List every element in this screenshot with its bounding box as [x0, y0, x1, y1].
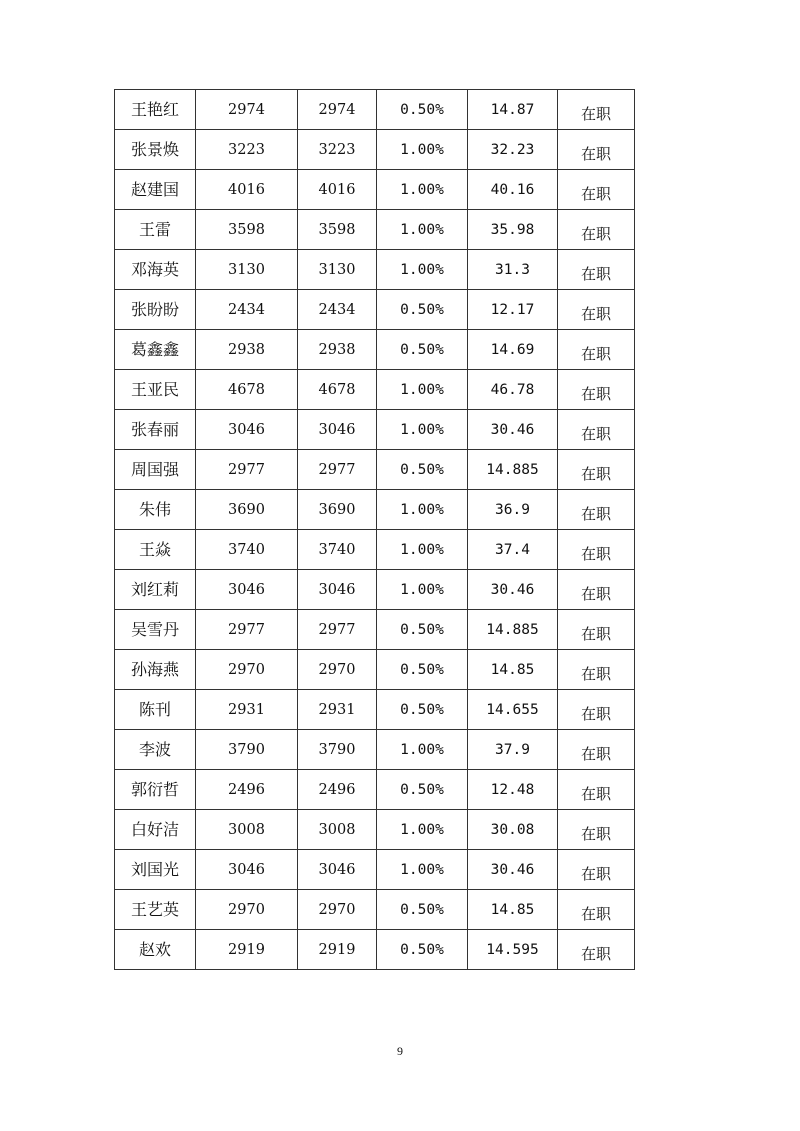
cell-status: 在职 — [558, 490, 635, 530]
cell-base: 2931 — [196, 690, 298, 730]
cell-base: 4678 — [196, 370, 298, 410]
cell-base: 2970 — [196, 650, 298, 690]
cell-status: 在职 — [558, 650, 635, 690]
cell-base: 3740 — [196, 530, 298, 570]
cell-rate: 0.50% — [377, 90, 468, 130]
cell-status: 在职 — [558, 250, 635, 290]
cell-amount: 3740 — [298, 530, 377, 570]
cell-status: 在职 — [558, 410, 635, 450]
cell-amount: 3130 — [298, 250, 377, 290]
cell-amount: 3046 — [298, 570, 377, 610]
cell-rate: 0.50% — [377, 450, 468, 490]
cell-rate: 1.00% — [377, 370, 468, 410]
cell-fee: 35.98 — [468, 210, 558, 250]
cell-fee: 12.48 — [468, 770, 558, 810]
table-row — [115, 570, 635, 610]
cell-base: 3690 — [196, 490, 298, 530]
cell-amount: 4678 — [298, 370, 377, 410]
cell-rate: 1.00% — [377, 810, 468, 850]
cell-name: 王艳红 — [115, 90, 196, 130]
cell-amount: 2977 — [298, 610, 377, 650]
cell-fee: 12.17 — [468, 290, 558, 330]
cell-amount: 2434 — [298, 290, 377, 330]
cell-status: 在职 — [558, 570, 635, 610]
cell-rate: 0.50% — [377, 770, 468, 810]
cell-base: 3790 — [196, 730, 298, 770]
cell-name: 张春丽 — [115, 410, 196, 450]
cell-fee: 30.46 — [468, 850, 558, 890]
cell-amount: 2919 — [298, 930, 377, 970]
table-row — [115, 930, 635, 970]
cell-status: 在职 — [558, 890, 635, 930]
cell-name: 刘红莉 — [115, 570, 196, 610]
table-row — [115, 130, 635, 170]
cell-name: 邓海英 — [115, 250, 196, 290]
cell-base: 2977 — [196, 450, 298, 490]
cell-name: 周国强 — [115, 450, 196, 490]
cell-base: 3046 — [196, 850, 298, 890]
table-row — [115, 610, 635, 650]
cell-name: 王雷 — [115, 210, 196, 250]
cell-name: 朱伟 — [115, 490, 196, 530]
cell-status: 在职 — [558, 370, 635, 410]
cell-fee: 30.08 — [468, 810, 558, 850]
cell-name: 郭衍哲 — [115, 770, 196, 810]
cell-base: 3046 — [196, 410, 298, 450]
cell-rate: 1.00% — [377, 730, 468, 770]
table-row — [115, 370, 635, 410]
cell-fee: 32.23 — [468, 130, 558, 170]
cell-name: 王艺英 — [115, 890, 196, 930]
cell-amount: 3008 — [298, 810, 377, 850]
cell-fee: 14.85 — [468, 650, 558, 690]
cell-name: 张盼盼 — [115, 290, 196, 330]
table-row — [115, 210, 635, 250]
cell-fee: 14.87 — [468, 90, 558, 130]
cell-amount: 2970 — [298, 890, 377, 930]
cell-amount: 3690 — [298, 490, 377, 530]
cell-rate: 1.00% — [377, 490, 468, 530]
cell-amount: 2970 — [298, 650, 377, 690]
cell-status: 在职 — [558, 210, 635, 250]
cell-rate: 1.00% — [377, 850, 468, 890]
cell-fee: 37.9 — [468, 730, 558, 770]
cell-base: 3046 — [196, 570, 298, 610]
cell-name: 李波 — [115, 730, 196, 770]
table-row — [115, 330, 635, 370]
cell-amount: 3046 — [298, 410, 377, 450]
cell-amount: 2938 — [298, 330, 377, 370]
cell-name: 陈刊 — [115, 690, 196, 730]
cell-name: 孙海燕 — [115, 650, 196, 690]
cell-status: 在职 — [558, 690, 635, 730]
cell-fee: 14.69 — [468, 330, 558, 370]
table-row — [115, 850, 635, 890]
cell-status: 在职 — [558, 610, 635, 650]
cell-base: 3223 — [196, 130, 298, 170]
table-row — [115, 890, 635, 930]
cell-rate: 1.00% — [377, 250, 468, 290]
table-row — [115, 290, 635, 330]
cell-amount: 4016 — [298, 170, 377, 210]
cell-base: 3130 — [196, 250, 298, 290]
cell-fee: 30.46 — [468, 410, 558, 450]
cell-status: 在职 — [558, 450, 635, 490]
table-row — [115, 410, 635, 450]
cell-status: 在职 — [558, 730, 635, 770]
cell-rate: 0.50% — [377, 610, 468, 650]
cell-status: 在职 — [558, 810, 635, 850]
table-row — [115, 450, 635, 490]
cell-amount: 3223 — [298, 130, 377, 170]
cell-status: 在职 — [558, 770, 635, 810]
cell-name: 赵建国 — [115, 170, 196, 210]
table-row — [115, 490, 635, 530]
cell-name: 吴雪丹 — [115, 610, 196, 650]
cell-fee: 14.595 — [468, 930, 558, 970]
cell-status: 在职 — [558, 850, 635, 890]
cell-fee: 14.885 — [468, 610, 558, 650]
cell-status: 在职 — [558, 530, 635, 570]
cell-fee: 14.885 — [468, 450, 558, 490]
cell-amount: 3598 — [298, 210, 377, 250]
cell-fee: 46.78 — [468, 370, 558, 410]
employee-table — [114, 89, 635, 970]
cell-status: 在职 — [558, 290, 635, 330]
cell-fee: 14.655 — [468, 690, 558, 730]
cell-name: 赵欢 — [115, 930, 196, 970]
cell-base: 2434 — [196, 290, 298, 330]
page-number: 9 — [397, 1044, 403, 1058]
cell-fee: 40.16 — [468, 170, 558, 210]
cell-rate: 0.50% — [377, 650, 468, 690]
cell-base: 3008 — [196, 810, 298, 850]
cell-rate: 0.50% — [377, 930, 468, 970]
cell-name: 王亚民 — [115, 370, 196, 410]
cell-status: 在职 — [558, 330, 635, 370]
cell-fee: 37.4 — [468, 530, 558, 570]
cell-amount: 2977 — [298, 450, 377, 490]
table-row — [115, 530, 635, 570]
cell-amount: 2496 — [298, 770, 377, 810]
cell-amount: 2974 — [298, 90, 377, 130]
table-row — [115, 690, 635, 730]
cell-status: 在职 — [558, 930, 635, 970]
cell-base: 2974 — [196, 90, 298, 130]
cell-name: 葛鑫鑫 — [115, 330, 196, 370]
table-row — [115, 770, 635, 810]
cell-rate: 1.00% — [377, 130, 468, 170]
table-row — [115, 810, 635, 850]
cell-rate: 1.00% — [377, 570, 468, 610]
cell-rate: 1.00% — [377, 170, 468, 210]
cell-fee: 36.9 — [468, 490, 558, 530]
cell-rate: 0.50% — [377, 690, 468, 730]
cell-base: 3598 — [196, 210, 298, 250]
cell-amount: 3790 — [298, 730, 377, 770]
cell-fee: 30.46 — [468, 570, 558, 610]
cell-status: 在职 — [558, 90, 635, 130]
cell-amount: 3046 — [298, 850, 377, 890]
cell-base: 2919 — [196, 930, 298, 970]
cell-rate: 0.50% — [377, 290, 468, 330]
cell-fee: 14.85 — [468, 890, 558, 930]
cell-rate: 1.00% — [377, 410, 468, 450]
cell-name: 张景焕 — [115, 130, 196, 170]
cell-rate: 1.00% — [377, 210, 468, 250]
cell-name: 白好洁 — [115, 810, 196, 850]
table-row — [115, 90, 635, 130]
cell-base: 2938 — [196, 330, 298, 370]
cell-name: 刘国光 — [115, 850, 196, 890]
cell-status: 在职 — [558, 170, 635, 210]
cell-base: 2970 — [196, 890, 298, 930]
table-body — [115, 90, 635, 970]
table-row — [115, 250, 635, 290]
table-row — [115, 650, 635, 690]
cell-base: 2496 — [196, 770, 298, 810]
cell-status: 在职 — [558, 130, 635, 170]
cell-rate: 1.00% — [377, 530, 468, 570]
cell-name: 王焱 — [115, 530, 196, 570]
table-row — [115, 730, 635, 770]
cell-rate: 0.50% — [377, 890, 468, 930]
cell-fee: 31.3 — [468, 250, 558, 290]
table-row — [115, 170, 635, 210]
cell-base: 2977 — [196, 610, 298, 650]
cell-base: 4016 — [196, 170, 298, 210]
cell-rate: 0.50% — [377, 330, 468, 370]
cell-amount: 2931 — [298, 690, 377, 730]
